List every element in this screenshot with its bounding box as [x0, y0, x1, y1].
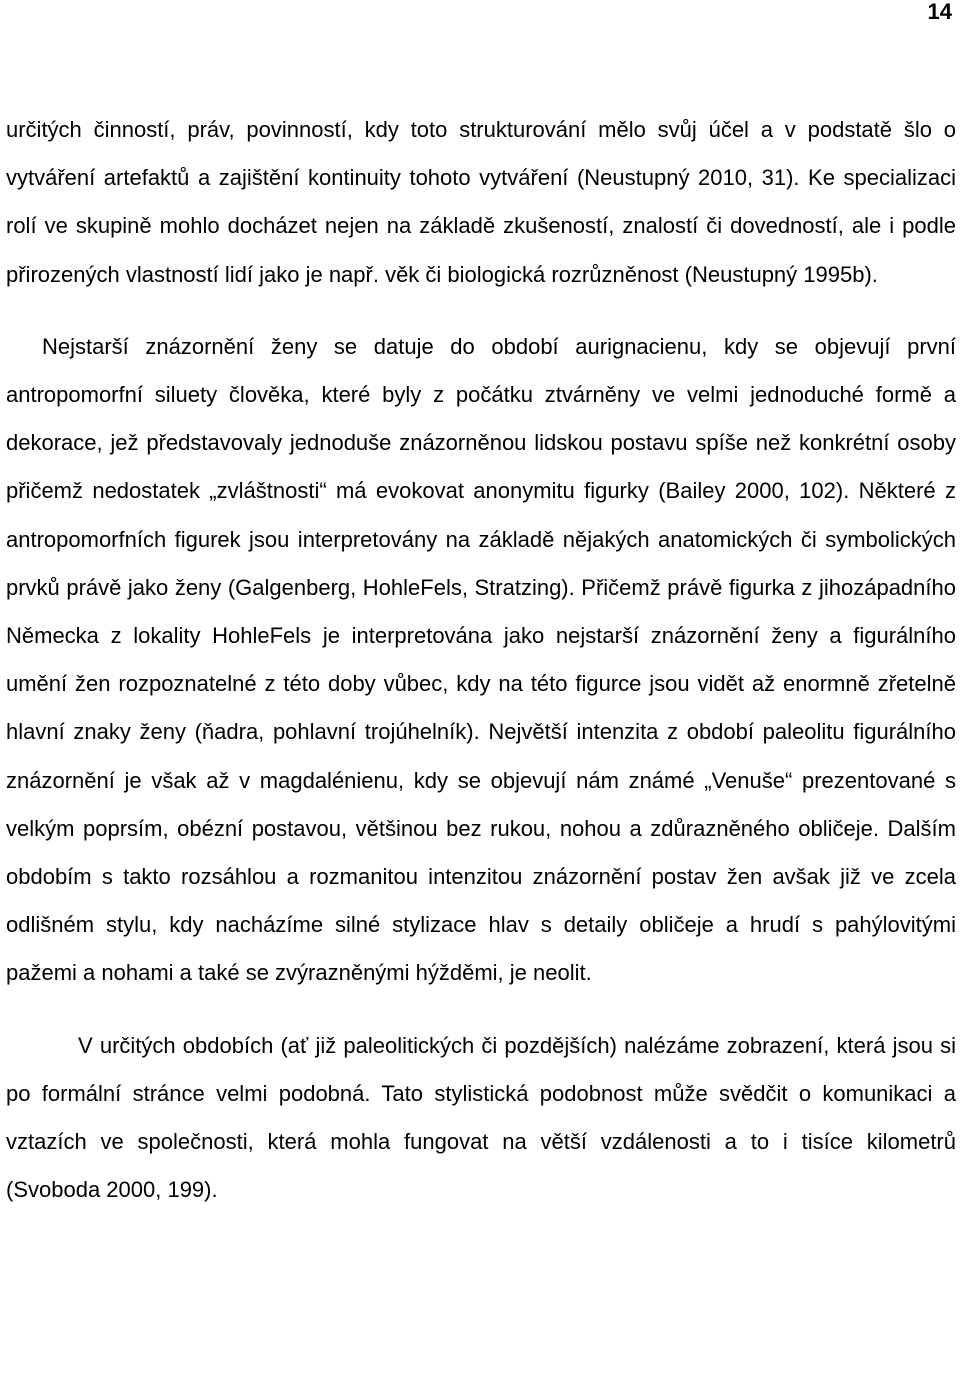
page-number: 14 [927, 0, 952, 24]
paragraph-earliest-depiction: Nejstarší znázornění ženy se datuje do období aurignacienu, kdy se objevují první antropomorfní siluety člověka, které byly z počátku ztvárněny ve velmi jednoduché formě a dekorace, jež představovaly jednoduše znázorněnou lidskou postavu spíše než konkrétní osoby přičemž nedostatek „zvláštnosti“ má evokovat anonymitu figurky (Bailey 2000, 102). Některé z antropomorfních figurek jsou interpretovány na základě nějakých anatomických či symbolických prvků právě jako ženy (Galgenberg, HohleFels, Stratzing). Přičemž právě figurka z jihozápadního Německa z lokality HohleFels je interpretována jako nejstarší znázornění ženy a figurálního umění žen rozpoznatelné z této doby vůbec, kdy na této figurce jsou vidět až enormně zřetelně hlavní znaky ženy (ňadra, pohlavní trojúhelník). Největší intenzita z období paleolitu figurálního znázornění je však až v magdalénienu, kdy se objevují nám známé „Venuše“ prezentované s velkým poprsím, obézní postavou, většinou bez rukou, nohou a zdůrazněného obličeje. Dalším obdobím s takto rozsáhlou a rozmanitou intenzitou znázornění postav žen avšak již ve zcela odlišném stylu, kdy nacházíme silné stylizace hlav s detaily obličeje a hrudí s pahýlovitými pažemi a nohami a také se zvýrazněnými hýžděmi, je neolit. [6, 333, 956, 986]
paragraph-continuation: určitých činností, práv, povinností, kdy toto strukturování mělo svůj účel a v podstatě šlo o vytváření artefaktů a zajištění kontinuity tohoto vytváření (Neustupný 2010, 31). Ke specializaci rolí ve skupině mohlo docházet nejen na základě zkušeností, znalostí či dovedností, ale i podle přirozených vlastností lidí jako je např. věk či biologická rozrůzněnost (Neustupný 1995b). [6, 117, 956, 287]
paragraph-stylistic-similarity: V určitých obdobích (ať již paleolitických či pozdějších) nalézáme zobrazení, která jsou si po formální stránce velmi podobná. Tato stylistická podobnost může svědčit o komunikaci a vztazích ve společnosti, která mohla fungovat na větší vzdálenosti a to i tisíce kilometrů (Svoboda 2000, 199). [6, 1032, 956, 1203]
document-body [6, 106, 956, 1214]
